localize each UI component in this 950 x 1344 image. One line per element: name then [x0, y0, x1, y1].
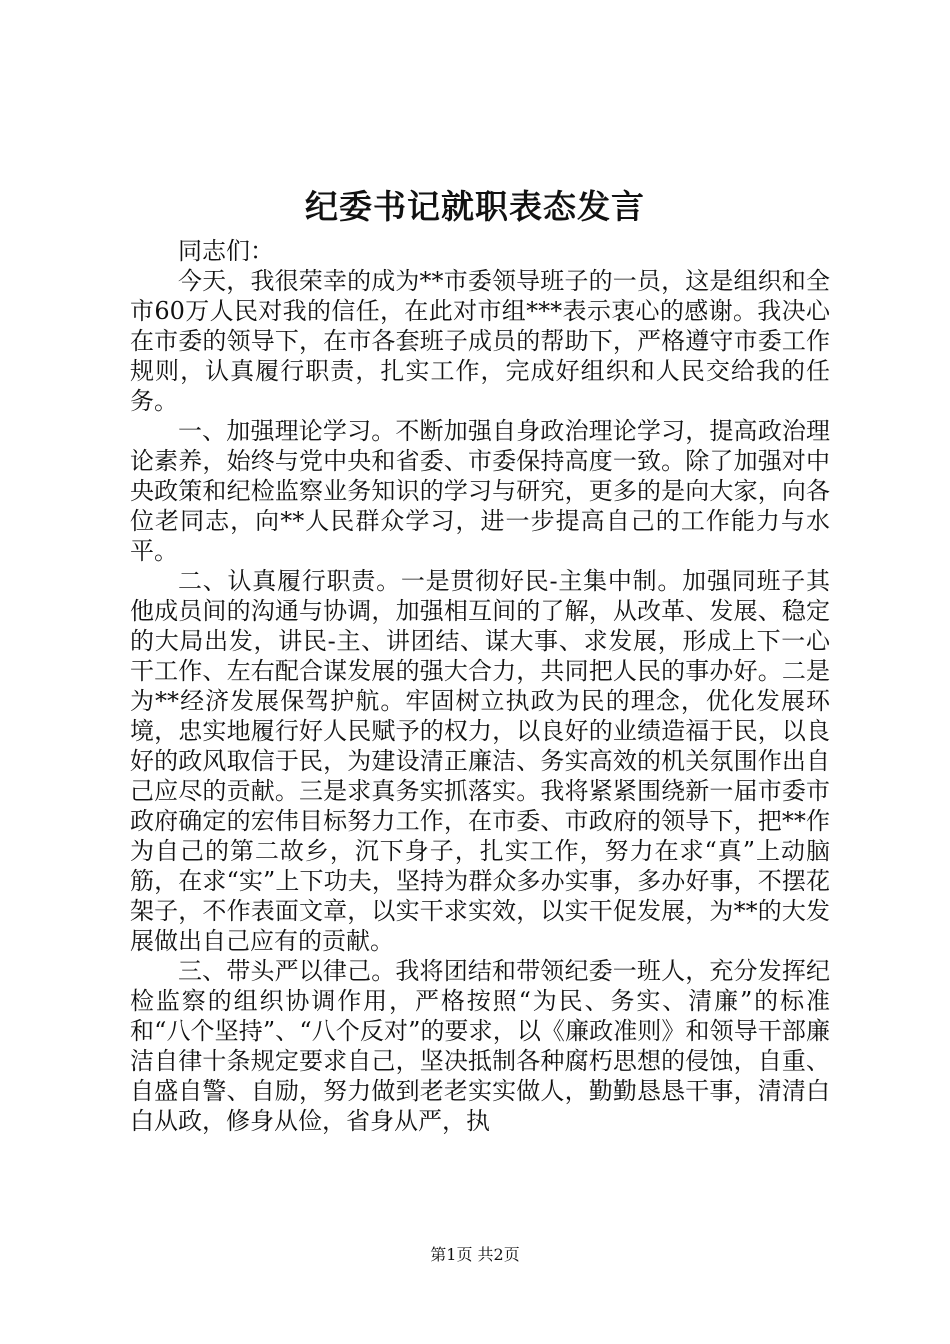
salutation: 同志们： — [178, 237, 274, 265]
paragraph-self-discipline: 三、带头严以律己。我将团结和带领纪委一班人，充分发挥纪检监察的组织协调作用，严格按照“为民、务实、清廉”的标准和“八个坚持”、“八个反对”的要求，以《廉政准则》和领导干部廉洁自律十条规定要求自己，坚决抵制各种腐朽思想的侵蚀，自重、自盛自警、自励，努力做到老老实实做人，勤勤恳恳干事，清清白白从政，修身从俭，省身从严，执 — [130, 957, 830, 1135]
paragraph-theory-study: 一、加强理论学习。不断加强自身政治理论学习，提高政治理论素养，始终与党中央和省委、市委保持高度一致。除了加强对中央政策和纪检监察业务知识的学习与研究，更多的是向大家，向各位老同志，向**人民群众学习，进一步提高自己的工作能力与水平。 — [130, 417, 830, 565]
document-title: 纪委书记就职表态发言 — [305, 187, 645, 226]
paragraph-duties: 二、认真履行职责。一是贯彻好民-主集中制。加强同班子其他成员间的沟通与协调，加强相互间的了解，从改革、发展、稳定的大局出发，讲民-主、讲团结、谋大事、求发展，形成上下一心干工作、左右配合谋发展的强大合力，共同把人民的事办好。二是为**经济发展保驾护航。牢固树立执政为民的理念，优化发展环境，忠实地履行好人民赋予的权力，以良好的业绩造福于民，以良好的政风取信于民，为建设清正廉洁、务实高效的机关氛围作出自己应尽的贡献。三是求真务实抓落实。我将紧紧围绕新一届市委市政府确定的宏伟目标努力工作，在市委、市政府的领导下，把**作为自己的第二故乡，沉下身子，扎实工作，努力在求“真”上动脑筋，在求“实”上下功夫，坚持为群众多办实事，多办好事，不摆花架子，不作表面文章，以实干求实效，以实干促发展，为**的大发展做出自己应有的贡献。 — [130, 567, 830, 955]
page-footer: 第1页 共2页 — [430, 1245, 520, 1264]
document-body — [130, 236, 830, 1136]
paragraph-intro: 今天，我很荣幸的成为**市委领导班子的一员，这是组织和全市60万人民对我的信任，在此对市组***表示衷心的感谢。我决心在市委的领导下，在市各套班子成员的帮助下，严格遵守市委工作规则，认真履行职责，扎实工作，完成好组织和人民交给我的任务。 — [130, 267, 830, 415]
